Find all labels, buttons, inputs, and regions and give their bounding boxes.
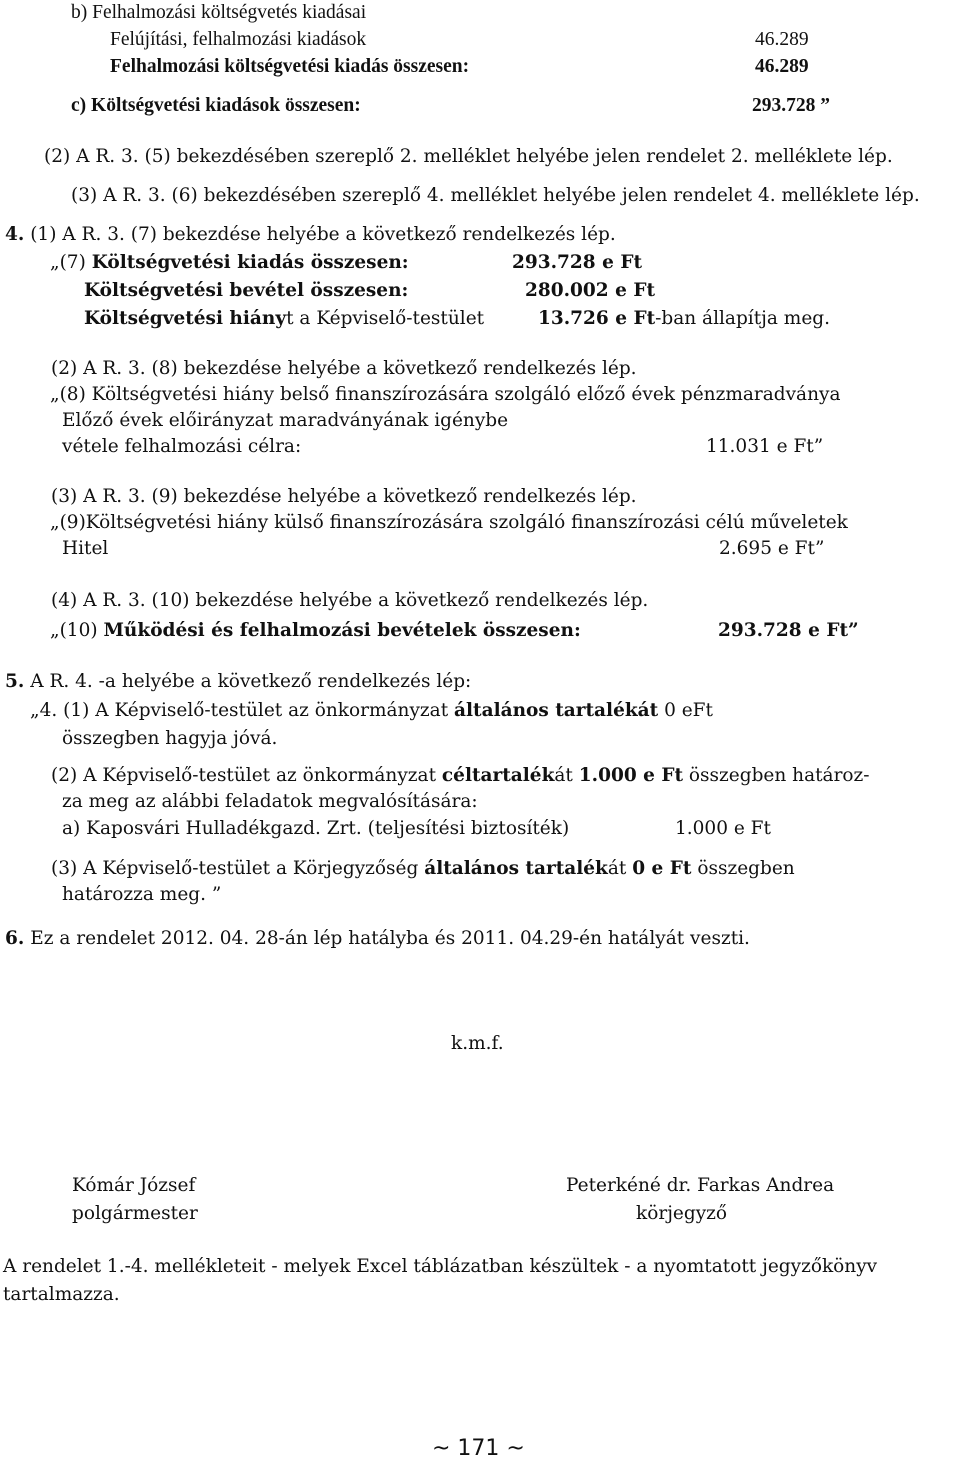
subsection-3-quote-line-1: „(9)Költségvetési hiány külső finanszírozására szolgáló finanszírozási célú műveletek (50, 512, 848, 533)
quote-open: „ (50, 252, 60, 273)
section-6: 6. Ez a rendelet 2012. 04. 28-án lép hatályba és 2011. 04.29-én hatályát veszti. (5, 928, 750, 949)
subsection-4-value: 293.728 e Ft” (718, 620, 859, 641)
subsection-3: (3) A R. 3. (9) bekezdése helyébe a következő rendelkezés lép. (51, 486, 637, 507)
section-5-para-2-line-1: (2) A Képviselő-testület az önkormányzat céltartalékát 1.000 e Ft összegben határoz- (51, 765, 870, 786)
section-4-number: 4. (5, 224, 25, 245)
subsection-2-quote-line-2: Előző évek előirányzat maradványának igénybe (62, 410, 509, 431)
section-5-number: 5. (5, 671, 25, 692)
section-5-para-1-line-2: összegben hagyja jóvá. (62, 728, 278, 749)
section-6-number: 6. (5, 928, 25, 949)
signature-right-name: Peterkéné dr. Farkas Andrea (566, 1175, 835, 1196)
signature-left-name: Kómár József (72, 1175, 196, 1196)
section-5-heading: 5. A R. 4. -a helyébe a következő rendelkezés lép: (5, 671, 472, 692)
subsection-3-quote-line-2-value: 2.695 e Ft” (719, 538, 825, 559)
subsection-4: (4) A R. 3. (10) bekezdése helyébe a következő rendelkezés lép. (51, 590, 649, 611)
section-c-label: c) Költségvetési kiadások összesen: (71, 95, 361, 116)
subsection-2: (2) A R. 3. (8) bekezdése helyébe a következő rendelkezés lép. (51, 358, 637, 379)
amount-row-1-value: 293.728 e Ft (512, 252, 643, 273)
subsection-2-quote-line-3-label: vétele felhalmozási célra: (62, 436, 302, 457)
amount-row-2-label: Költségvetési bevétel összesen: (84, 280, 409, 301)
section-4-text: (1) A R. 3. (7) bekezdése helyébe a következő rendelkezés lép. (24, 224, 616, 245)
amount-row-3-value: 13.726 e Ft-ban állapítja meg. (538, 308, 831, 329)
subsection-4-quote: „(10) Működési és felhalmozási bevételek összesen: (50, 620, 581, 641)
section-b-title: b) Felhalmozási költségvetés kiadásai (71, 2, 367, 23)
amount-row-3-label: Költségvetési hiányt a Képviselő-testület (84, 308, 485, 329)
kmf-label: k.m.f. (451, 1033, 504, 1054)
closing-line-2: tartalmazza. (3, 1284, 120, 1305)
page-number: ~ 171 ~ (432, 1436, 525, 1461)
subsection-3-quote-line-2-label: Hitel (62, 538, 109, 559)
section-5-para-3-line-2: határozza meg. ” (62, 884, 222, 905)
signature-right-title: körjegyző (636, 1203, 728, 1224)
amount-row-1-label: „(7) Költségvetési kiadás összesen: (50, 252, 409, 273)
subsection-2-quote-line-3-value: 11.031 e Ft” (706, 436, 824, 457)
section-5-para-2-line-3-value: 1.000 e Ft (675, 818, 771, 839)
section-5-para-1-line-1: „4. (1) A Képviselő-testület az önkormányzat általános tartalékát 0 eFt (30, 700, 713, 721)
section-4-heading (5, 226, 616, 245)
closing-line-1: A rendelet 1.-4. mellékleteit - melyek Excel táblázatban készültek - a nyomtatott jegyzőkönyv (3, 1256, 878, 1277)
section-b-row2-label: Felhalmozási költségvetési kiadás összesen: (110, 56, 470, 77)
signature-left-title: polgármester (72, 1203, 198, 1224)
paragraph-2: (2) A R. 3. (5) bekezdésében szereplő 2. melléklet helyébe jelen rendelet 2. melléklete lép. (44, 146, 893, 167)
section-b-row2-value: 46.289 (755, 56, 809, 77)
section-5-para-2-line-2: za meg az alábbi feladatok megvalósítására: (62, 791, 478, 812)
amount-row-2-value: 280.002 e Ft (525, 280, 656, 301)
paragraph-3: (3) A R. 3. (6) bekezdésében szereplő 4. melléklet helyébe jelen rendelet 4. melléklete lép. (71, 185, 920, 206)
subsection-2-quote-line-1: „(8) Költségvetési hiány belső finanszírozására szolgáló előző évek pénzmaradványa (50, 384, 841, 405)
section-b-row1-value: 46.289 (755, 29, 809, 50)
section-5-para-2-line-3-label: a) Kaposvári Hulladékgazd. Zrt. (teljesítési biztosíték) (62, 818, 570, 839)
section-c-value: 293.728 ” (752, 95, 830, 116)
section-5-para-3-line-1: (3) A Képviselő-testület a Körjegyzőség általános tartalékát 0 e Ft összegben (51, 858, 795, 879)
section-b-row1-label: Felújítási, felhalmozási kiadások (110, 29, 367, 50)
